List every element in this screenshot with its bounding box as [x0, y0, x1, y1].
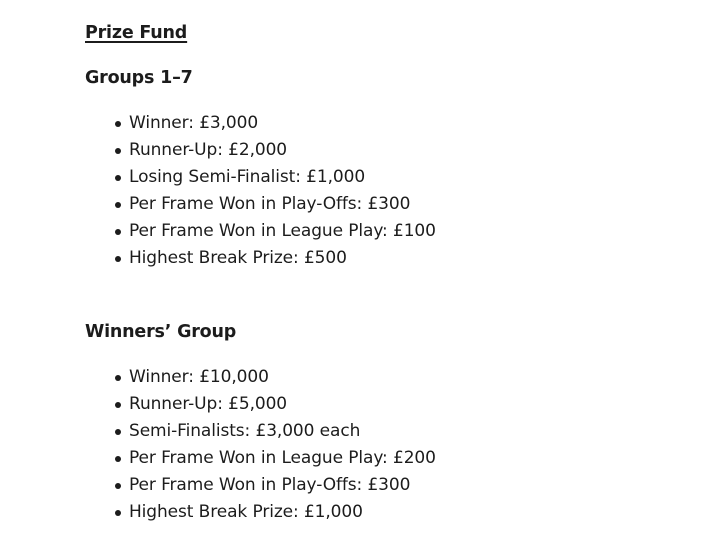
list-item: Highest Break Prize: £500: [115, 245, 705, 272]
list-item: Per Frame Won in League Play: £100: [115, 218, 705, 245]
page-title: Prize Fund: [85, 23, 188, 43]
list-item: Winner: £3,000: [115, 110, 705, 137]
list-item: Highest Break Prize: £1,000: [115, 499, 705, 526]
winners-group-prize-list: [85, 364, 705, 526]
list-item: Per Frame Won in Play-Offs: £300: [115, 472, 705, 499]
groups-heading: Groups 1–7: [85, 68, 193, 88]
list-item: Losing Semi-Finalist: £1,000: [115, 164, 705, 191]
list-item: Winner: £10,000: [115, 364, 705, 391]
list-item: Runner-Up: £2,000: [115, 137, 705, 164]
list-item: Per Frame Won in League Play: £200: [115, 445, 705, 472]
winners-group-heading: Winners’ Group: [85, 322, 237, 342]
groups-prize-list: [85, 110, 705, 272]
list-item: Semi-Finalists: £3,000 each: [115, 418, 705, 445]
list-item: Runner-Up: £5,000: [115, 391, 705, 418]
list-item: Per Frame Won in Play-Offs: £300: [115, 191, 705, 218]
prize-fund-content: [85, 20, 705, 526]
